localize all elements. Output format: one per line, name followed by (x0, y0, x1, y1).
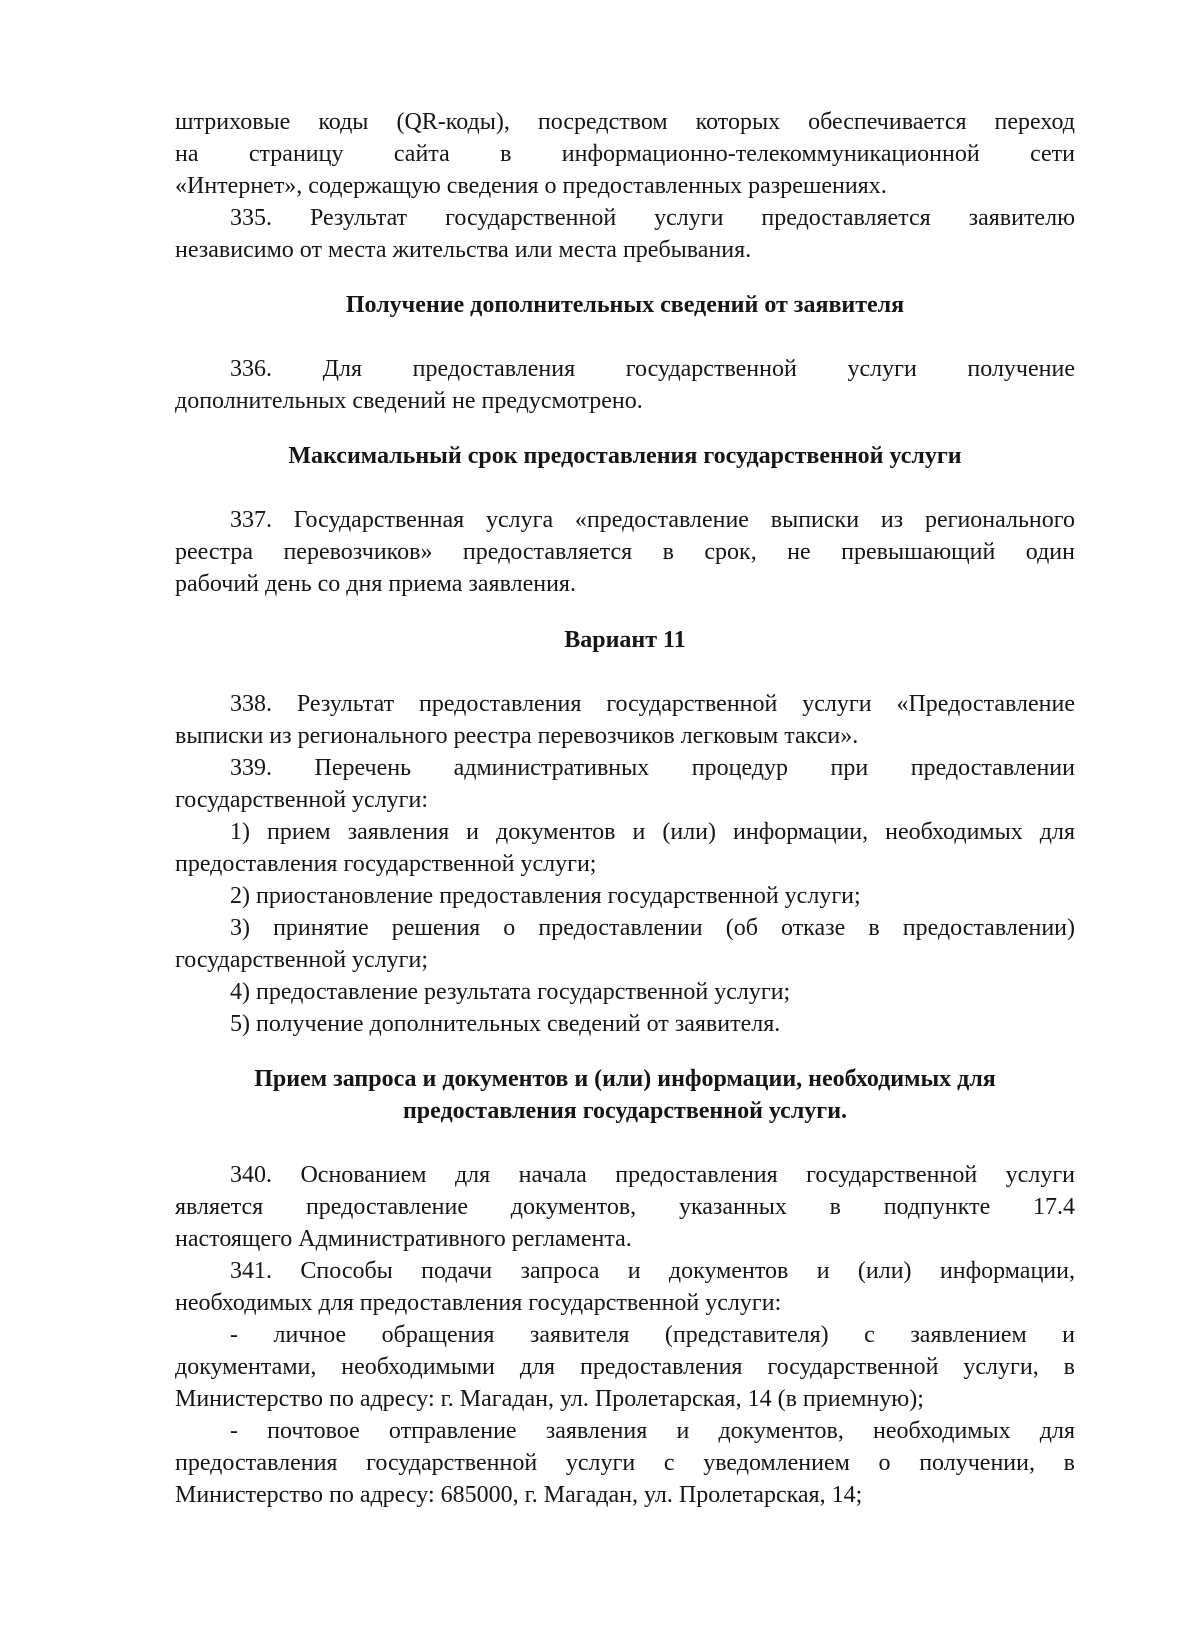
list-item: - почтовое отправление заявления и документов, необходимых для (230, 1418, 1075, 1444)
text-line: выписки из регионального реестра перевозчиков легковым такси». (175, 723, 859, 749)
list-item: 3) принятие решения о предоставлении (об отказе в предоставлении) (230, 915, 1075, 941)
section-heading-variant: Вариант 11 (564, 627, 686, 653)
list-item: 4) предоставление результата государственной услуги; (230, 979, 791, 1005)
text-line: Министерство по адресу: 685000, г. Магадан, ул. Пролетарская, 14; (175, 1482, 863, 1508)
text-line: необходимых для предоставления государственной услуги: (175, 1290, 782, 1316)
text-line: является предоставление документов, указанных в подпункте 17.4 (175, 1194, 1075, 1220)
paragraph-335-start: 335. Результат государственной услуги предоставляется заявителю (230, 205, 1075, 231)
text-line: реестра перевозчиков» предоставляется в срок, не превышающий один (175, 539, 1075, 565)
paragraph-341-start: 341. Способы подачи запроса и документов и (или) информации, (230, 1258, 1075, 1284)
paragraph-340-start: 340. Основанием для начала предоставления государственной услуги (230, 1162, 1075, 1188)
text-line: «Интернет», содержащую сведения о предоставленных разрешениях. (175, 173, 887, 199)
text-line: предоставления государственной услуги с уведомлением о получении, в (175, 1450, 1075, 1476)
list-item: 1) прием заявления и документов и (или) информации, необходимых для (230, 819, 1075, 845)
section-heading-request-intake: Прием запроса и документов и (или) информации, необходимых для (254, 1066, 996, 1092)
text-line: государственной услуги; (175, 947, 429, 973)
text-line: государственной услуги: (175, 787, 429, 813)
paragraph-339-start: 339. Перечень административных процедур при предоставлении (230, 755, 1075, 781)
list-item: - личное обращения заявителя (представителя) с заявлением и (230, 1322, 1075, 1348)
paragraph-338-start: 338. Результат предоставления государственной услуги «Предоставление (230, 691, 1075, 717)
text-line: рабочий день со дня приема заявления. (175, 571, 576, 597)
list-item: 5) получение дополнительных сведений от заявителя. (230, 1011, 781, 1037)
text-line: настоящего Административного регламента. (175, 1226, 632, 1252)
text-line: документами, необходимыми для предоставления государственной услуги, в (175, 1354, 1075, 1380)
text-line: на страницу сайта в информационно-телекоммуникационной сети (175, 141, 1075, 167)
paragraph-336-start: 336. Для предоставления государственной услуги получение (230, 356, 1075, 382)
section-heading-additional-info: Получение дополнительных сведений от заявителя (345, 292, 905, 318)
section-heading-request-intake-cont: предоставления государственной услуги. (402, 1098, 848, 1124)
section-heading-max-term: Максимальный срок предоставления государственной услуги (288, 443, 962, 469)
list-item: 2) приостановление предоставления государственной услуги; (230, 883, 861, 909)
text-line: предоставления государственной услуги; (175, 851, 597, 877)
text-line: дополнительных сведений не предусмотрено. (175, 388, 643, 414)
text-line: Министерство по адресу: г. Магадан, ул. Пролетарская, 14 (в приемную); (175, 1386, 924, 1412)
text-line: независимо от места жительства или места пребывания. (175, 237, 752, 263)
text-line: штриховые коды (QR-коды), посредством которых обеспечивается переход (175, 109, 1075, 135)
paragraph-337-start: 337. Государственная услуга «предоставление выписки из регионального (230, 507, 1075, 533)
